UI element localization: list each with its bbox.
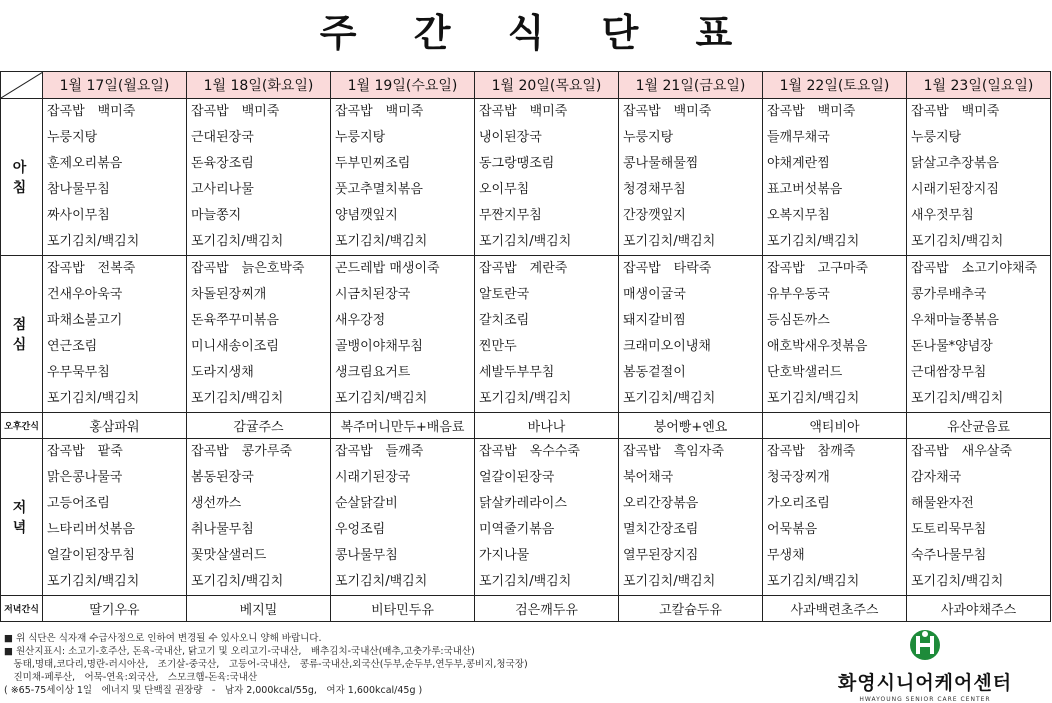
menu-item: 포기김치/백김치 <box>911 574 1004 589</box>
menu-item: 단호박샐러드 <box>767 365 843 380</box>
menu-item: 간장깻잎지 <box>623 208 686 223</box>
menu-item: 훈제오리볶음 <box>47 156 123 171</box>
snack-cell: 홍삼파워 <box>43 413 187 439</box>
menu-item: 잡곡밥 백미죽 <box>911 104 1000 119</box>
menu-item: 잡곡밥 백미죽 <box>191 104 280 119</box>
menu-item: 근대쌈장무침 <box>911 365 987 380</box>
meal-cell <box>907 439 1051 596</box>
meal-cell <box>907 99 1051 256</box>
menu-item: 닭살고추장볶음 <box>911 156 999 171</box>
menu-item: 근대된장국 <box>191 130 254 145</box>
note-line: 동태,명태,코다리,명란-러시아산, 조기살-중국산, 고등어-국내산, 콩류-국내산,외국산(두부,순두부,연두부,콩비지,청국장) <box>4 659 528 670</box>
snack-cell: 액티비아 <box>763 413 907 439</box>
menu-item: 얼갈이된장국 <box>479 470 555 485</box>
menu-item: 알토란국 <box>479 287 530 302</box>
menu-item: 누룽지탕 <box>47 130 98 145</box>
afternoon-snack-row-label: 오후간식 <box>1 413 43 439</box>
evening-snack-row <box>1 596 1051 622</box>
meal-cell <box>43 256 187 413</box>
snack-cell: 비타민두유 <box>331 596 475 622</box>
menu-item: 참나물무침 <box>47 182 110 197</box>
menu-item: 어묵볶음 <box>767 522 818 537</box>
menu-item: 얼갈이된장무침 <box>47 548 135 563</box>
menu-item: 잡곡밥 소고기야채죽 <box>911 261 1038 276</box>
menu-item: 포기김치/백김치 <box>767 391 860 406</box>
menu-item: 생선까스 <box>191 496 242 511</box>
menu-item: 파채소불고기 <box>47 313 123 328</box>
menu-item: 표고버섯볶음 <box>767 182 843 197</box>
corner-diagonal <box>1 72 43 98</box>
menu-item: 잡곡밥 백미죽 <box>623 104 712 119</box>
menu-item: 미역줄기볶음 <box>479 522 555 537</box>
weekly-menu-table <box>0 71 1051 622</box>
menu-item: 세발두부무침 <box>479 365 555 380</box>
menu-item: 포기김치/백김치 <box>767 234 860 249</box>
menu-item: 잡곡밥 백미죽 <box>47 104 136 119</box>
menu-item: 우엉조림 <box>335 522 386 537</box>
menu-item: 포기김치/백김치 <box>623 234 716 249</box>
menu-item: 돈육장조림 <box>191 156 254 171</box>
menu-item: 포기김치/백김치 <box>767 574 860 589</box>
menu-item: 시래기된장지짐 <box>911 182 999 197</box>
menu-item: 맑은콩나물국 <box>47 470 123 485</box>
day-header: 1월 23일(일요일) <box>907 72 1051 99</box>
menu-item: 취나물무침 <box>191 522 254 537</box>
menu-item: 꽃맛살샐러드 <box>191 548 267 563</box>
menu-item: 건새우아욱국 <box>47 287 123 302</box>
dinner-row <box>1 439 1051 596</box>
menu-item: 오이무침 <box>479 182 530 197</box>
meal-cell <box>43 439 187 596</box>
menu-item: 잡곡밥 전복죽 <box>47 261 136 276</box>
menu-item: 봄동겉절이 <box>623 365 686 380</box>
meal-cell <box>619 99 763 256</box>
menu-item: 시래기된장국 <box>335 470 411 485</box>
logo-name: 화영시니어케어센터 <box>837 672 1013 694</box>
menu-item: 새우강정 <box>335 313 386 328</box>
day-header: 1월 21일(금요일) <box>619 72 763 99</box>
menu-item: 포기김치/백김치 <box>623 391 716 406</box>
menu-item: 포기김치/백김치 <box>335 234 428 249</box>
menu-item: 등심돈까스 <box>767 313 830 328</box>
menu-item: 잡곡밥 들깨죽 <box>335 444 424 459</box>
menu-item: 순살닭갈비 <box>335 496 398 511</box>
menu-item: 포기김치/백김치 <box>47 234 140 249</box>
menu-item: 생크림요거트 <box>335 365 411 380</box>
page-title: 주 간 식 단 표 <box>319 11 755 55</box>
menu-item: 청경채무침 <box>623 182 686 197</box>
meal-cell <box>331 99 475 256</box>
note-line: ( ※65-75세이상 1일 에너지 및 단백질 권장량 - 남자 2,000kcal/55g, 여자 1,600kcal/45g ) <box>4 685 423 696</box>
menu-item: 연근조림 <box>47 339 98 354</box>
menu-item: 잡곡밥 백미죽 <box>335 104 424 119</box>
menu-item: 짜사이무침 <box>47 208 110 223</box>
logo-subtitle: HWAYOUNG SENIOR CARE CENTER <box>859 696 991 703</box>
meal-cell <box>619 256 763 413</box>
menu-item: 마늘쫑지 <box>191 208 242 223</box>
menu-item: 포기김치/백김치 <box>191 234 284 249</box>
menu-item: 갈치조림 <box>479 313 530 328</box>
menu-item: 누룽지탕 <box>623 130 674 145</box>
menu-item: 찐만두 <box>479 339 517 354</box>
notes <box>4 632 784 697</box>
menu-item: 동그랑땡조림 <box>479 156 555 171</box>
menu-item: 돼지갈비찜 <box>623 313 686 328</box>
menu-item: 잡곡밥 백미죽 <box>479 104 568 119</box>
menu-item: 미니새송이조림 <box>191 339 279 354</box>
afternoon-snack-row <box>1 413 1051 439</box>
menu-item: 포기김치/백김치 <box>191 574 284 589</box>
menu-item: 잡곡밥 늙은호박죽 <box>191 261 305 276</box>
menu-item: 청국장찌개 <box>767 470 830 485</box>
menu-item: 포기김치/백김치 <box>479 391 572 406</box>
day-header: 1월 22일(토요일) <box>763 72 907 99</box>
note-line: 진미채-페루산, 어묵-연육:외국산, 스모크햄-돈육:국내산 <box>4 672 258 683</box>
menu-item: 가지나물 <box>479 548 530 563</box>
center-logo <box>820 628 1030 703</box>
menu-item: 애호박새우젓볶음 <box>767 339 868 354</box>
menu-item: 새우젓무침 <box>911 208 974 223</box>
menu-item: 느타리버섯볶음 <box>47 522 135 537</box>
lunch-row <box>1 256 1051 413</box>
menu-item: 풋고추멸치볶음 <box>335 182 423 197</box>
snack-cell: 검은깨두유 <box>475 596 619 622</box>
meal-cell <box>763 99 907 256</box>
menu-item: 포기김치/백김치 <box>191 391 284 406</box>
menu-item: 해물완자전 <box>911 496 974 511</box>
menu-item: 콩가루배추국 <box>911 287 987 302</box>
menu-item: 잡곡밥 흑임자죽 <box>623 444 724 459</box>
menu-item: 무짠지무침 <box>479 208 542 223</box>
menu-item: 포기김치/백김치 <box>47 574 140 589</box>
corner-cell <box>1 72 43 99</box>
menu-item: 도토리묵무침 <box>911 522 987 537</box>
menu-item: 포기김치/백김치 <box>479 234 572 249</box>
meal-cell <box>763 256 907 413</box>
meal-cell <box>475 256 619 413</box>
meal-cell <box>763 439 907 596</box>
menu-item: 포기김치/백김치 <box>47 391 140 406</box>
menu-item: 잡곡밥 고구마죽 <box>767 261 868 276</box>
snack-cell: 베지밀 <box>187 596 331 622</box>
meal-cell <box>43 99 187 256</box>
day-header: 1월 20일(목요일) <box>475 72 619 99</box>
day-header: 1월 18일(화요일) <box>187 72 331 99</box>
menu-item: 잡곡밥 팥죽 <box>47 444 123 459</box>
menu-item: 골뱅이야채무침 <box>335 339 423 354</box>
menu-item: 콩나물무침 <box>335 548 398 563</box>
menu-item: 북어채국 <box>623 470 674 485</box>
dinner-row-label: 저 녁 <box>1 439 43 596</box>
logo-icon <box>905 628 945 662</box>
menu-item: 우무묵무침 <box>47 365 110 380</box>
meal-cell <box>331 439 475 596</box>
menu-item: 포기김치/백김치 <box>335 391 428 406</box>
menu-item: 봄동된장국 <box>191 470 254 485</box>
menu-item: 돈나물*양념장 <box>911 339 993 354</box>
meal-cell <box>907 256 1051 413</box>
menu-item: 가오리조림 <box>767 496 830 511</box>
menu-item: 들깨무채국 <box>767 130 830 145</box>
menu-item: 시금치된장국 <box>335 287 411 302</box>
menu-item: 유부우동국 <box>767 287 830 302</box>
day-header: 1월 19일(수요일) <box>331 72 475 99</box>
meal-cell <box>187 256 331 413</box>
breakfast-row <box>1 99 1051 256</box>
menu-item: 크래미오이냉채 <box>623 339 711 354</box>
menu-item: 야채계란찜 <box>767 156 830 171</box>
breakfast-row-label: 아 침 <box>1 99 43 256</box>
menu-item: 잡곡밥 계란죽 <box>479 261 568 276</box>
menu-item: 잡곡밥 옥수수죽 <box>479 444 580 459</box>
meal-cell <box>187 439 331 596</box>
menu-item: 잡곡밥 참깨죽 <box>767 444 856 459</box>
menu-item: 우채마늘쫑볶음 <box>911 313 999 328</box>
menu-item: 잡곡밥 콩가루죽 <box>191 444 292 459</box>
menu-item: 포기김치/백김치 <box>911 234 1004 249</box>
menu-item: 콩나물해물찜 <box>623 156 699 171</box>
header-row <box>1 72 1051 99</box>
snack-cell: 사과야채주스 <box>907 596 1051 622</box>
menu-item: 감자채국 <box>911 470 962 485</box>
menu-item: 누룽지탕 <box>335 130 386 145</box>
menu-item: 고사리나물 <box>191 182 254 197</box>
menu-item: 곤드레밥 매생이죽 <box>335 261 440 276</box>
snack-cell: 붕어빵+엔요 <box>619 413 763 439</box>
menu-item: 잡곡밥 새우살죽 <box>911 444 1012 459</box>
snack-cell: 유산균음료 <box>907 413 1051 439</box>
meal-cell <box>475 439 619 596</box>
meal-cell <box>187 99 331 256</box>
menu-item: 두부민찌조림 <box>335 156 411 171</box>
menu-item: 포기김치/백김치 <box>623 574 716 589</box>
menu-item: 열무된장지짐 <box>623 548 699 563</box>
snack-cell: 사과백련초주스 <box>763 596 907 622</box>
menu-item: 누룽지탕 <box>911 130 962 145</box>
menu-item: 닭살카레라이스 <box>479 496 567 511</box>
menu-item: 무생채 <box>767 548 805 563</box>
menu-item: 포기김치/백김치 <box>335 574 428 589</box>
snack-cell: 감귤주스 <box>187 413 331 439</box>
menu-item: 오복지무침 <box>767 208 830 223</box>
snack-cell: 고칼슘두유 <box>619 596 763 622</box>
snack-cell: 바나나 <box>475 413 619 439</box>
lunch-row-label: 점 심 <box>1 256 43 413</box>
note-line: ■ 원산지표시: 소고기-호주산, 돈육-국내산, 닭고기 및 오리고기-국내산, 배추김치-국내산(배추,고춧가루:국내산) <box>4 646 475 657</box>
menu-item: 멸치간장조림 <box>623 522 699 537</box>
menu-item: 돈육쭈꾸미볶음 <box>191 313 279 328</box>
note-line: ■ 위 식단은 식자재 수급사정으로 인하여 변경될 수 있사오니 양해 바랍니다. <box>4 633 322 644</box>
menu-item: 고등어조림 <box>47 496 110 511</box>
menu-item: 도라지생채 <box>191 365 254 380</box>
menu-item: 포기김치/백김치 <box>911 391 1004 406</box>
meal-cell <box>619 439 763 596</box>
day-header: 1월 17일(월요일) <box>43 72 187 99</box>
meal-cell <box>331 256 475 413</box>
menu-item: 오리간장볶음 <box>623 496 699 511</box>
menu-item: 잡곡밥 타락죽 <box>623 261 712 276</box>
meal-cell <box>475 99 619 256</box>
menu-item: 양념깻잎지 <box>335 208 398 223</box>
evening-snack-row-label: 저녁간식 <box>1 596 43 622</box>
menu-item: 냉이된장국 <box>479 130 542 145</box>
menu-item: 잡곡밥 백미죽 <box>767 104 856 119</box>
menu-item: 차돌된장찌개 <box>191 287 267 302</box>
snack-cell: 딸기우유 <box>43 596 187 622</box>
snack-cell: 복주머니만두+배음료 <box>331 413 475 439</box>
menu-item: 숙주나물무침 <box>911 548 987 563</box>
menu-item: 포기김치/백김치 <box>479 574 572 589</box>
menu-item: 매생이굴국 <box>623 287 686 302</box>
